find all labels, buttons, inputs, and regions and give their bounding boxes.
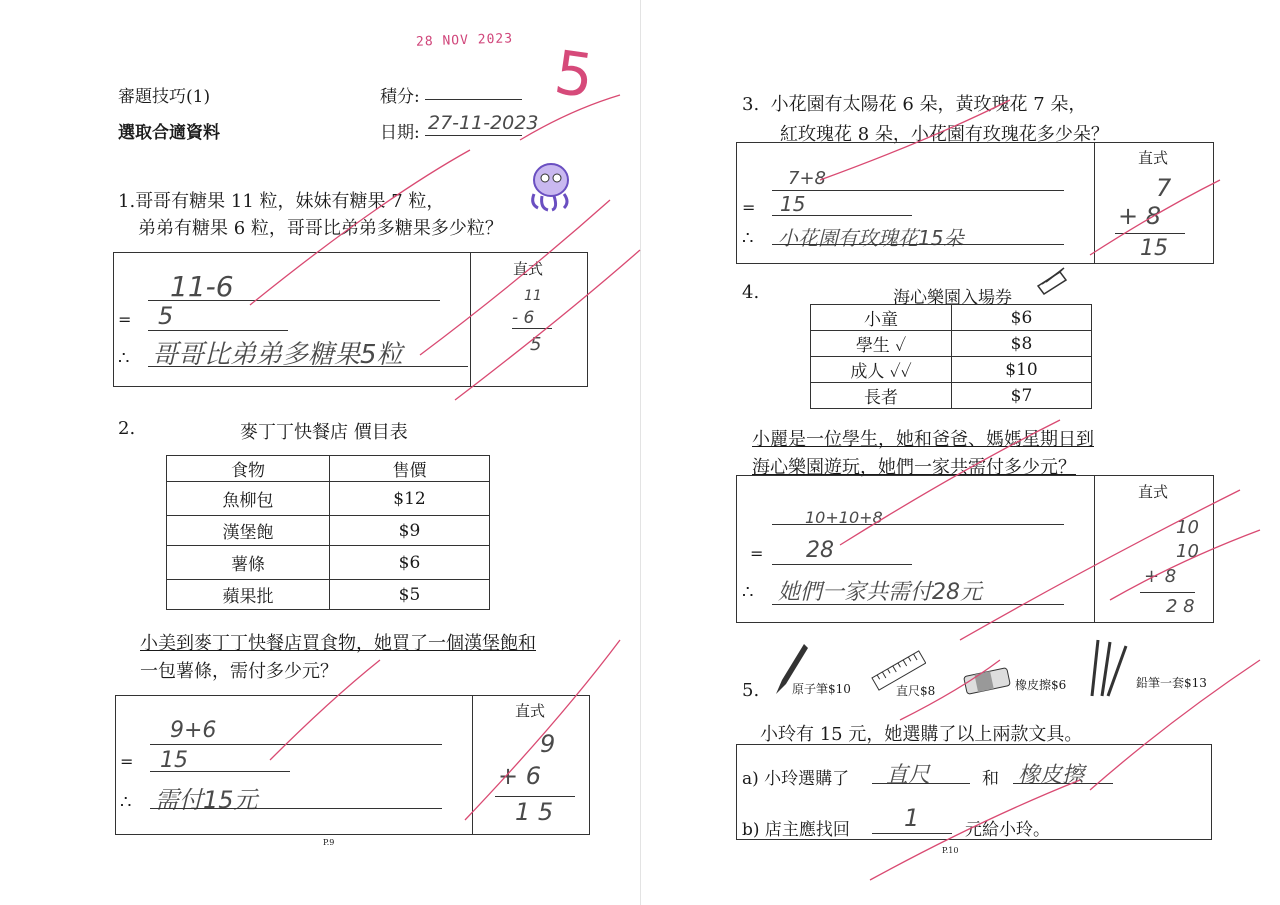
worksheet-subtitle: 選取合適資料 (118, 123, 220, 143)
q3-number: 3. (742, 94, 760, 115)
q1-eq: = (118, 310, 132, 329)
q1-formula: 11-6 (170, 270, 234, 303)
q2-line1: 小美到麥丁丁快餐店買食物，她買了一個漢堡飽和 (140, 633, 536, 654)
q5-item-1: 原子筆$10 (792, 682, 851, 696)
q4-ticket-title: 海心樂園入場券 (893, 288, 1012, 308)
q4-v4: 2 8 (1166, 596, 1195, 617)
q1-v1: 11 (524, 288, 542, 304)
q2-menu-title: 麥丁丁快餐店 價目表 (240, 422, 408, 443)
q5-b-answer: 1 (904, 804, 920, 832)
q1-line2: 弟弟有糖果 6 粒，哥哥比弟弟多糖果多少粒？ (138, 218, 503, 239)
q5-item-2: 直尺$8 (896, 684, 936, 698)
q1-v2: - 6 (512, 308, 535, 328)
q4-type-1: 小童 (811, 305, 952, 331)
q4-price-3: $10 (952, 357, 1092, 383)
q3-answer: 小花園有玫瑰花15朵 (778, 226, 964, 250)
q5-a-prefix: a) 小玲選購了 (742, 769, 850, 789)
q3-v2: + 8 (1118, 202, 1162, 230)
q4-price-2: $8 (952, 331, 1092, 357)
q3-v3: 15 (1140, 236, 1168, 261)
q2-food-4: 蘋果批 (167, 580, 330, 610)
q2-price-1: $12 (330, 482, 490, 516)
q4-vert-label: 直式 (1138, 483, 1169, 501)
q4-type-3: 成人 ✓✓ (811, 357, 952, 383)
q2-header-price: 售價 (330, 456, 490, 482)
q1-answer: 哥哥比弟弟多糖果5粒 (152, 340, 403, 370)
q5-number: 5. (742, 680, 760, 701)
q4-price-1: $6 (952, 305, 1092, 331)
q3-v1: 7 (1156, 174, 1172, 202)
q2-food-3: 薯條 (167, 546, 330, 580)
q1-v3: 5 (530, 334, 542, 355)
q1-therefore: ∴ (118, 348, 130, 369)
q5-b-prefix: b) 店主應找回 (742, 820, 850, 840)
q1-vert-label: 直式 (513, 260, 544, 278)
q5-a-mid: 和 (982, 769, 999, 789)
q4-type-4: 長者 (811, 383, 952, 409)
q2-therefore: ∴ (120, 792, 132, 813)
q2-answer: 需付15元 (155, 786, 258, 814)
q4-answer: 她們一家共需付28元 (778, 580, 982, 605)
q2-v1: 9 (540, 730, 556, 758)
q2-v2: + 6 (498, 762, 542, 790)
q1-number: 1. (118, 191, 136, 212)
q2-food-2: 漢堡飽 (167, 516, 330, 546)
q3-therefore: ∴ (742, 228, 754, 249)
q1-result: 5 (158, 302, 174, 330)
score-label: 積分: (380, 87, 420, 107)
q4-formula: 10+10+8 (805, 508, 883, 527)
worksheet-title: 審題技巧(1) (118, 87, 211, 107)
q2-result: 15 (160, 748, 188, 773)
q4-price-4: $7 (952, 383, 1092, 409)
date-label: 日期: (380, 123, 420, 143)
q4-v1: 10 (1176, 517, 1199, 538)
q5-item-4: 鉛筆一套$13 (1136, 676, 1207, 690)
q4-v3: + 8 (1144, 566, 1177, 587)
page-number-left: P.9 (323, 838, 335, 847)
page-number-right: P.10 (942, 846, 959, 855)
q2-line2: 一包薯條，需付多少元？ (140, 661, 338, 682)
q2-food-1: 魚柳包 (167, 482, 330, 516)
q4-line2: 海心樂園遊玩，她們一家共需付多少元？ (752, 457, 1076, 478)
score-mark: 5 (550, 37, 598, 113)
q2-vert-label: 直式 (515, 702, 546, 720)
q3-formula: 7+8 (788, 168, 826, 189)
q3-result: 15 (780, 192, 806, 216)
q4-v2: 10 (1176, 541, 1199, 562)
q1-line1: 哥哥有糖果 11 粒，妹妹有糖果 7 粒， (135, 191, 445, 212)
q2-price-3: $6 (330, 546, 490, 580)
q2-v3: 1 5 (515, 798, 554, 826)
q2-price-2: $9 (330, 516, 490, 546)
date-stamp: 28 NOV 2023 (415, 31, 514, 50)
q4-eq: = (750, 544, 764, 563)
q4-result: 28 (806, 538, 834, 563)
q4-number: 4. (742, 282, 760, 303)
q5-intro: 小玲有 15 元，她選購了以上兩款文具。 (760, 724, 1083, 745)
q4-type-2: 學生 ✓ (811, 331, 952, 357)
q2-price-4: $5 (330, 580, 490, 610)
q3-line1: 小花園有太陽花 6 朵，黃玫瑰花 7 朵， (770, 94, 1087, 115)
q2-header-food: 食物 (167, 456, 330, 482)
q3-line2: 紅玫瑰花 8 朵，小花園有玫瑰花多少朵？ (780, 124, 1109, 145)
q2-number: 2. (118, 418, 136, 439)
q2-eq: = (120, 752, 134, 771)
q3-eq: = (742, 198, 756, 217)
q2-formula: 9+6 (170, 718, 217, 743)
q3-vert-label: 直式 (1138, 149, 1169, 167)
q5-b-suffix: 元給小玲。 (965, 820, 1050, 840)
q5-item-3: 橡皮擦$6 (1015, 678, 1067, 692)
q4-line1: 小麗是一位學生，她和爸爸、媽媽星期日到 (752, 429, 1094, 450)
q4-therefore: ∴ (742, 582, 754, 603)
q5-a-answer2: 橡皮擦 (1018, 763, 1085, 788)
date-value: 27-11-2023 (428, 112, 539, 134)
q5-a-answer1: 直尺 (886, 763, 931, 788)
